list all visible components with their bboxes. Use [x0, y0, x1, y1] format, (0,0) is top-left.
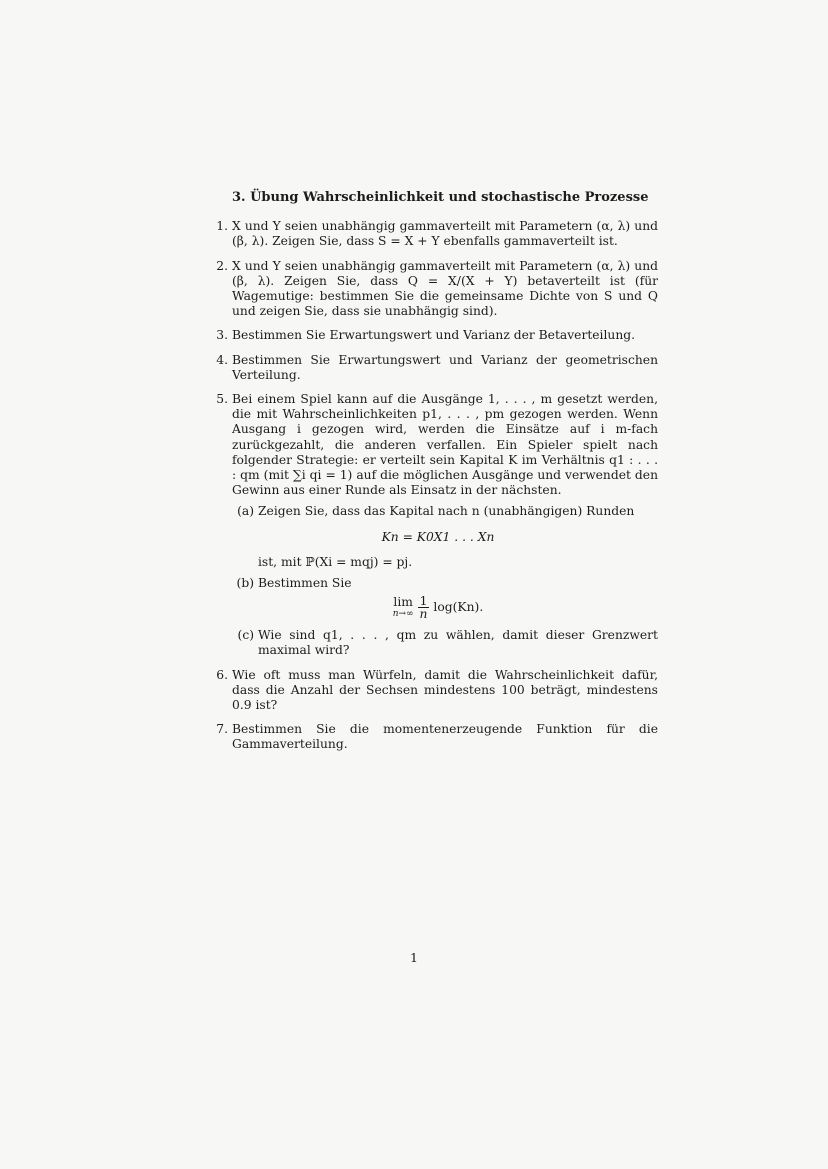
subproblem-c: [232, 628, 658, 658]
limit-tail: log(Kn).: [433, 600, 484, 615]
problem-number: 6.: [216, 667, 228, 682]
limit-expression: [218, 595, 658, 620]
equation-capital: Kn = K0X1 . . . Xn: [381, 529, 495, 544]
subproblem-text: Bestimmen Sie: [258, 576, 352, 591]
problem-text: Bestimmen Sie Erwartungswert und Varianz der Betaverteilung.: [232, 328, 636, 343]
limit-operator: [393, 596, 414, 620]
problem-number: 3.: [216, 328, 228, 343]
limit-word: lim: [393, 594, 413, 609]
subproblem-a: [232, 504, 658, 570]
problem-number: 1.: [216, 219, 228, 234]
problem-3: [212, 328, 658, 343]
subproblem-label: (c): [237, 628, 254, 643]
problem-2: [212, 259, 658, 320]
problem-text: Bestimmen Sie die momentenerzeugende Funktion für die Gammaverteilung.: [232, 722, 658, 752]
fraction-numerator: 1: [419, 594, 428, 609]
problem-5: [212, 392, 658, 659]
problem-7: [212, 722, 658, 752]
problem-text: X und Y seien unabhängig gammaverteilt mit Parametern (α, λ) und (β, λ). Zeigen Sie, dass S = X + Y ebenfalls gammaverteilt ist.: [232, 219, 658, 249]
problem-text: Wie oft muss man Würfeln, damit die Wahrscheinlichkeit dafür, dass die Anzahl der Sechsen mindestens 100 beträgt, mindestens 0.9 ist?: [232, 667, 658, 713]
problem-text: Bestimmen Sie Erwartungswert und Varianz der geometrischen Verteilung.: [232, 352, 658, 382]
problem-4: [212, 353, 658, 383]
problem-text: X und Y seien unabhängig gammaverteilt mit Parametern (α, λ) und (β, λ). Zeigen Sie, dass Q = X/(X + Y) betaverteilt ist (für Wagemutige: bestimmen Sie die gemeinsame Dichte von S und Q und zeigen Sie, dass sie unabhängig sind).: [232, 258, 658, 319]
problem-text: Bei einem Spiel kann auf die Ausgänge 1, . . . , m gesetzt werden, die mit Wahrscheinlichkeiten p1, . . . , pm gezogen werden. Wenn Ausgang i gezogen wird, werden die Einsätze auf i m-fach zurückgezahlt, die anderen verfallen. Ein Spieler spielt nach folgender Strategie: er verteilt sein Kapital K im Verhältnis q1 : . . . : qm (mit ∑i qi = 1) auf die möglichen Ausgänge und verwendet den Gewinn aus einer Runde als Einsatz in der nächsten.: [232, 392, 658, 498]
sheet-title: 3. Übung Wahrscheinlichkeit und stochastische Prozesse: [232, 190, 649, 205]
problem-number: 5.: [216, 392, 228, 407]
fraction: [418, 595, 430, 620]
problem-6: [212, 668, 658, 714]
problem-number: 4.: [216, 352, 228, 367]
subproblem-label: (a): [237, 504, 254, 519]
subproblem-b: [232, 576, 658, 620]
page-number: 1: [410, 950, 418, 965]
subproblem-text: Wie sind q1, . . . , qm zu wählen, damit dieser Grenzwert maximal wird?: [258, 628, 658, 658]
fraction-denominator: n: [419, 607, 428, 622]
subproblem-text: Zeigen Sie, dass das Kapital nach n (unabhängigen) Runden: [258, 504, 635, 519]
exercise-sheet: [212, 190, 658, 762]
problem-number: 7.: [216, 722, 228, 737]
subproblem-continuation: ist, mit ℙ(Xi = mqj) = pj.: [258, 554, 413, 569]
subproblem-label: (b): [236, 576, 254, 591]
problem-1: [212, 219, 658, 249]
problem-number: 2.: [216, 258, 228, 273]
limit-subscript: n→∞: [392, 608, 414, 619]
